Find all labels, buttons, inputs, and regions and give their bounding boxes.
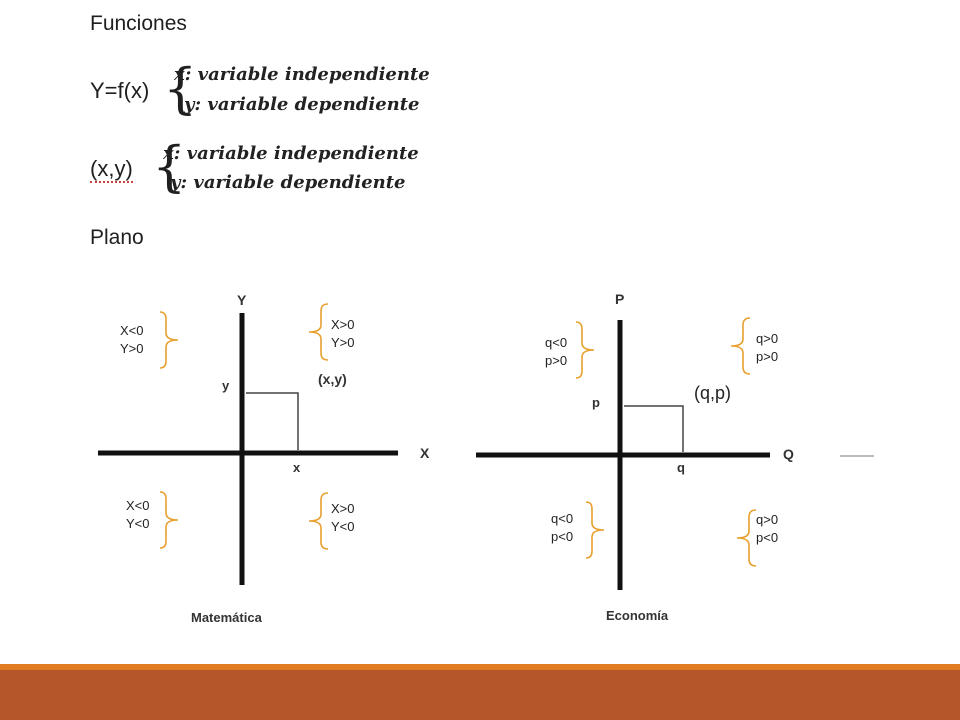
math-point-projection [246, 393, 298, 450]
econ-q2-q: q<0 [545, 335, 568, 350]
econ-q1-conditions [756, 330, 778, 366]
pair-expression-text: (x,y) [90, 156, 133, 181]
math-q3-x: X<0 [126, 498, 150, 513]
pair-definition-independent: x: variable independiente [163, 143, 419, 164]
math-q2-y: Y>0 [120, 341, 144, 356]
math-q2-brace [160, 312, 178, 368]
math-q4-y: Y<0 [331, 519, 355, 534]
econ-q2-conditions [545, 334, 567, 370]
math-q1-conditions [331, 316, 355, 352]
econ-q3-conditions [551, 510, 573, 546]
econ-point-label: (q,p) [694, 383, 732, 403]
footer-bar [0, 670, 960, 720]
econ-q1-p: p>0 [756, 349, 779, 364]
math-q3-conditions [126, 497, 150, 533]
math-q4-x: X>0 [331, 501, 355, 516]
math-q2-x: X<0 [120, 323, 144, 338]
function-expression: Y=f(x) [90, 78, 150, 103]
econ-x-axis-label: Q [783, 446, 794, 462]
econ-q1-q: q>0 [756, 331, 779, 346]
econ-point-projection [624, 406, 683, 452]
math-caption: Matemática [191, 610, 262, 625]
econ-q4-q: q>0 [756, 512, 779, 527]
econ-q1-brace [731, 318, 750, 374]
definition-dependent: y: variable dependiente [184, 94, 420, 115]
math-q1-x: X>0 [331, 317, 355, 332]
econ-q3-q: q<0 [551, 511, 574, 526]
pair-definition-dependent: y: variable dependiente [170, 172, 406, 193]
math-point-label: (x,y) [318, 371, 347, 387]
math-q1-brace [309, 304, 328, 360]
econ-q3-p: p<0 [551, 529, 574, 544]
econ-y-axis-label: P [615, 291, 625, 307]
econ-q3-brace [586, 502, 604, 558]
pair-definition-brace: { [152, 135, 187, 198]
math-q4-conditions [331, 500, 355, 536]
math-x-axis-label: X [420, 445, 430, 461]
math-y-mark: y [222, 378, 230, 393]
math-q3-brace [160, 492, 178, 548]
econ-q2-p: p>0 [545, 353, 568, 368]
math-q1-y: Y>0 [331, 335, 355, 350]
definition-brace: { [163, 57, 198, 120]
definition-independent: x: variable independiente [174, 64, 430, 85]
math-q4-brace [309, 493, 328, 549]
math-q3-y: Y<0 [126, 516, 150, 531]
econ-caption: Economía [606, 608, 669, 623]
plano-heading: Plano [90, 226, 144, 249]
econ-q4-brace [737, 510, 756, 566]
econ-q2-brace [576, 322, 594, 378]
page-title: Funciones [90, 12, 187, 35]
math-y-axis-label: Y [237, 292, 247, 308]
math-q2-conditions [120, 322, 144, 358]
math-x-mark: x [293, 460, 301, 475]
econ-q4-conditions [756, 511, 778, 547]
econ-y-mark: p [592, 395, 600, 410]
econ-x-mark: q [677, 460, 685, 475]
econ-q4-p: p<0 [756, 530, 779, 545]
